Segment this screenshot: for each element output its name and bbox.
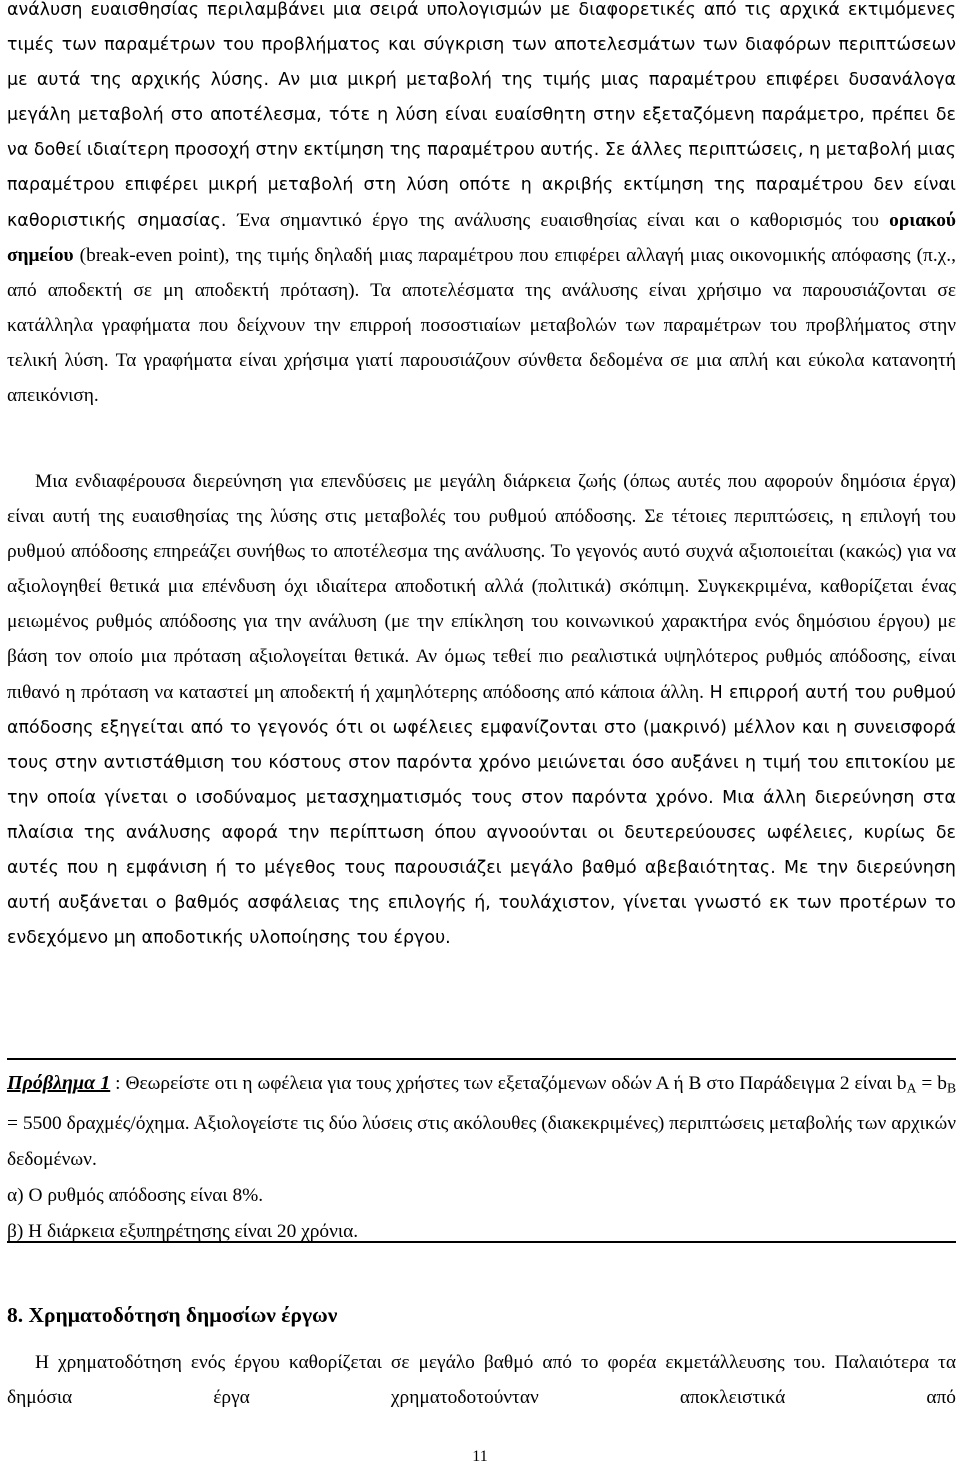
top-divider — [7, 1058, 956, 1060]
subscript-a: A — [906, 1080, 917, 1096]
section-heading: 8. Χρηματοδότηση δημοσίων έργων — [7, 1303, 338, 1327]
page-number: 11 — [472, 1448, 488, 1465]
financing-paragraph — [7, 1346, 956, 1415]
problem-item-b: β) Η διάρκεια εξυπηρέτησης είναι 20 χρόνια. — [7, 1221, 359, 1243]
sensitivity-analysis-paragraph — [7, 0, 956, 413]
paragraph-part-3: Τα αποτελέσματα της ανάλυσης είναι χρήσιμο να παρουσιάζονται σε κατάλληλα γραφήματα που δείχνουν την επιρροή ποσοστιαίων μεταβολών των παραμέτρων του προβλήματος στην τελική λύση. Τα γραφήματα είναι χρήσιμα γιατί παρουσιάζουν σύνθετα δεδομένα σε μια απλή και εύκολα κατανοητή απεικόνιση. — [7, 279, 956, 407]
paragraph-part-2: Ένα σημαντικό έργο της ανάλυσης ευαισθησίας είναι και ο καθορισμός του οριακού σημείου (break-even point), της τιμής δηλαδή μιας παραμέτρου που επιφέρει αλλαγή μιας οικονομικής απόφασης (π.χ., από αποδεκτή σε μη αποδεκτή πρόταση). — [7, 209, 956, 301]
paragraph-part-2: Η επιρροή αυτή του ρυθμού απόδοσης εξηγείται από το γεγονός ότι οι ωφέλειες εμφανίζονται στο (μακρινό) μέλλον και η συνεισφορά τους στην αντιστάθμιση του κόστους στον παρόντα χρόνο μειώνεται όσο αυξάνει η τιμή του επιτοκίου με την οποία γίνεται ο ισοδύναμος μετασχηματισμός τους στον παρόντα χρόνο. — [7, 682, 956, 808]
bold-term: οριακού σημείου — [7, 209, 956, 266]
paragraph-part-1: Μια ενδιαφέρουσα διερεύνηση για επενδύσεις με μεγάλη διάρκεια ζωής (όπως αυτές που αφορούν δημόσια έργα) είναι αυτή της ευαισθησίας της λύσης στις μεταβολές του ρυθμού απόδοσης. Σε τέτοιες περιπτώσεις, η επιλογή του ρυθμού απόδοσης επηρεάζει συνήθως το αποτέλεσμα της ανάλυσης. Το γεγονός αυτό συχνά αξιοποιείται (κακώς) για να αξιολογηθεί θετικά μια επένδυση όχι ιδιαίτερα αποδοτική αλλά (πολιτικά) σκόπιμη. Συγκεκριμένα, καθορίζεται ένας μειωμένος ρυθμός απόδοσης για την ανάλυση (με την επίκληση του κοινωνικού χαρακτήρα ενός δημόσιου έργου) με βάση τον οποίο μια πρόταση αξιολογείται θετικά. Αν όμως τεθεί πιο ρεαλιστικά υψηλότερος ρυθμός απόδοσης, είναι πιθανό η πρόταση να καταστεί μη αποδεκτή ή χαμηλότερης απόδοσης από κάποια άλλη. — [7, 471, 956, 703]
bottom-divider — [7, 1241, 956, 1243]
paragraph-part-3: Μια άλλη διερεύνηση στα πλαίσια της ανάλυσης αφορά την περίπτωση όπου αγνοούνται οι δευτερεύουσες ωφέλειες, κυρίως δε αυτές που η εμφάνιση ή το μέγεθος τους παρουσιάζει μεγάλο βαθμό αβεβαιότητας. Με την διερεύνηση αυτή αυξάνεται ο βαθμός ασφάλειας της επιλογής ή, τουλάχιστον, γίνεται γνωστό εκ των προτέρων το ενδεχόμενο μη αποδοτικής υλοποίησης του έργου. — [7, 787, 956, 949]
paragraph-part-1: ανάλυση ευαισθησίας περιλαμβάνει μια σειρά υπολογισμών με διαφορετικές από τις αρχικά εκτιμόμενες τιμές των παραμέτρων του προβλήματος και σύγκριση των αποτελεσμάτων των διαφόρων περιπτώσεων με αυτά της αρχικής λύσης. Αν μια μικρή μεταβολή της τιμής μιας παραμέτρου επιφέρει δυσανάλογα μεγάλη μεταβολή στο αποτέλεσμα, τότε η λύση είναι ευαίσθητη στην εξεταζόμενη παράμετρο, πρέπει δε να δοθεί ιδιαίτερη προσοχή στην εκτίμηση της παραμέτρου αυτής. Σε άλλες περιπτώσεις, η μεταβολή μιας παραμέτρου επιφέρει μικρή μεταβολή στη λύση οπότε η ακριβής εκτίμηση της παραμέτρου δεν είναι καθοριστικής σημασίας. — [7, 0, 956, 231]
problem-title: Πρόβλημα 1 — [7, 1072, 111, 1094]
subscript-b: B — [946, 1080, 957, 1096]
problem-item-a: α) Ο ρυθμός απόδοσης είναι 8%. — [7, 1185, 264, 1207]
financing-text: Η χρηματοδότηση ενός έργου καθορίζεται σε μεγάλο βαθμό από το φορέα εκμετάλλευσης του. Παλαιότερα τα δημόσια έργα χρηματοδοτούνταν αποκλειστικά από — [7, 1352, 956, 1408]
problem-statement: Πρόβλημα 1 : Θεωρείστε οτι η ωφέλεια για τους χρήστες των εξεταζόμενων οδών Α ή Β στο Παράδειγμα 2 είναι $b_A = b_B = 5500$ δραχμές/όχημα. Αξιολογείστε τις δύο λύσεις στις ακόλουθες (διακεκριμένες) περιπτώσεις μεταβολής των αρχικών δεδομένων. — [7, 1072, 957, 1171]
problem-box — [7, 1065, 956, 1250]
rate-of-return-paragraph — [7, 464, 956, 955]
